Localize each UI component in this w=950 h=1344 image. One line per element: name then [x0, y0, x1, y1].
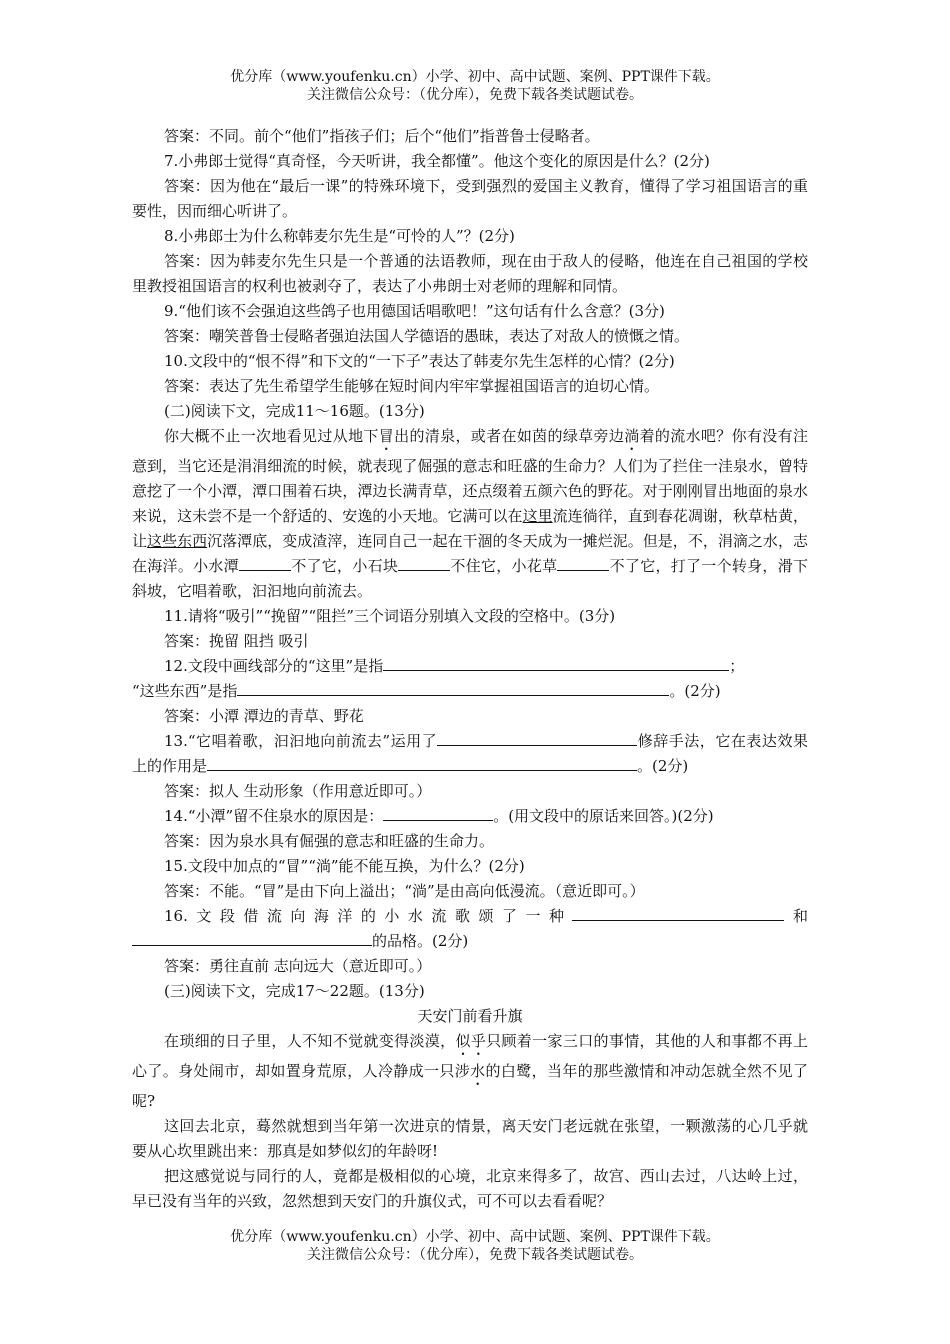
dotted-word-mao: 冒 [378, 427, 395, 445]
answer-14: 答案：因为泉水具有倔强的意志和旺盛的生命力。 [164, 832, 495, 850]
passage-2-text: 不了它，小石块 [290, 557, 399, 575]
answer-16: 答案：勇往直前 志向远大（意近即可。） [164, 957, 432, 975]
header-line-2: 关注微信公众号：（优分库），免费下载各类试题试卷。 [307, 87, 643, 103]
dotted-char-shui: 水 [470, 1062, 486, 1080]
answer-blank-13a[interactable] [437, 729, 637, 746]
answer-9: 答案：嘲笑普鲁士侵略者强迫法国人学德语的愚昧，表达了对敌人的愤慨之情。 [164, 327, 690, 345]
question-13 [132, 729, 808, 779]
footer-line-2: 关注微信公众号：（优分库），免费下载各类试题试卷。 [307, 1247, 643, 1263]
answer-blank-16b-cont[interactable] [308, 929, 372, 946]
answer-6: 答案：不同。前个“他们”指孩子们；后个“他们”指普鲁士侵略者。 [164, 127, 600, 145]
article-text: 只顾着一家三口的事情，其他的人和事都不再上心了。身处闹市，却如置身荒原，人冷静成一只涉 [132, 1032, 808, 1080]
passage-2-text: 不了它，打了一个转身，滑下斜坡，它唱着歌，汩汩地向前流去。 [132, 557, 808, 600]
question-16-text: 16.文段借流向海洋的小水流歌颂了一种 [164, 907, 573, 925]
answer-blank-12a[interactable] [383, 654, 729, 671]
passage-2-text: 流连徜徉，直到春花凋谢，秋草枯黄，让 [132, 507, 808, 550]
article-text: 在琐细的日子里，人不知不觉就变得淡漠， [164, 1032, 456, 1050]
page-header [0, 68, 950, 104]
question-14 [132, 804, 808, 829]
passage-2-text: 沉落潭底，变成渣滓，连同自己一起在干涸的冬天成为一摊烂泥。但是，不，涓滴之水，志在海洋。小水潭 [132, 532, 808, 575]
question-13-text: 。(2分) [637, 757, 689, 775]
article-paragraph-2: 这回去北京，蓦然就想到当年第一次进京的情景，离天安门老远就在张望，一颗激荡的心几乎就要从心坎里跳出来：那真是如梦似幻的年龄呀! [132, 1117, 808, 1160]
fill-blank-2[interactable] [398, 554, 450, 571]
question-16 [132, 904, 808, 954]
answer-7: 答案：因为他在“最后一课”的特殊环境下，受到强烈的爱国主义教育，懂得了学习祖国语言的重要性，因而细心听讲了。 [132, 177, 808, 220]
question-16-text: 和 [784, 907, 808, 925]
document-body [132, 124, 808, 1214]
underlined-zhexiedongxi: 这些东西 [147, 532, 208, 550]
passage-2-text: 不住它，小花草 [450, 557, 558, 575]
fill-blank-3[interactable] [557, 554, 609, 571]
question-12-text: ； [729, 657, 745, 675]
section-3-heading: (三)阅读下文，完成17～22题。(13分) [164, 982, 425, 1000]
page-footer [0, 1228, 950, 1264]
question-7: 7.小弗郎士觉得“真奇怪，今天听讲，我全都懂”。他这个变化的原因是什么？(2分) [164, 152, 710, 170]
answer-10: 答案：表达了先生希望学生能够在短时间内牢牢掌握祖国语言的迫切心情。 [164, 377, 660, 395]
underlined-zheli: 这里 [522, 507, 553, 525]
question-12-text: 。(2分) [669, 682, 721, 700]
answer-blank-13b[interactable] [207, 754, 637, 771]
answer-13: 答案：拟人 生动形象（作用意近即可。） [164, 782, 432, 800]
dotted-word-tang: 淌 [624, 427, 640, 445]
passage-2-text: 出的清泉，或者在如茵的绿草旁边 [394, 427, 625, 445]
question-13-text: 修辞手法，它在表达效果上的作用是 [132, 732, 808, 775]
answer-8: 答案：因为韩麦尔先生只是一个普通的法语教师，现在由于敌人的侵略，他连在自己祖国的学校里教授祖国语言的权利也被剥夺了，表达了小弗朗士对老师的理解和同情。 [132, 252, 808, 295]
answer-11: 答案：挽留 阻挡 吸引 [164, 632, 309, 650]
passage-2-text: 着的流水吧？你有没有注意到，当它还是涓涓细流的时候，就表现了倔强的意志和旺盛的生命力？人们为了拦住一洼泉水，曾特意挖了一个小潭，潭口围着石块，潭边长满青草，还点缀着五颜六色的野花。对于刚刚冒出地面的泉水来说，这未尝不是一个舒适的、安逸的小天地。它满可以在 [132, 427, 808, 525]
answer-blank-16a[interactable] [572, 904, 784, 921]
article-text: 的白鹭，当年的那些激情和冲动怎就全然不见了呢? [132, 1062, 808, 1110]
answer-blank-12b[interactable] [237, 679, 669, 696]
question-15: 15.文段中加点的“冒”“淌”能不能互换，为什么？(2分) [164, 857, 525, 875]
question-9: 9.“他们该不会强迫这些鸽子也用德国话唱歌吧！”这句话有什么含意？(3分) [164, 302, 665, 320]
question-12-text: 12.文段中画线部分的“这里”是指 [164, 657, 384, 675]
article-paragraph-3: 把这感觉说与同行的人，竟都是极相似的心境，北京来得多了，故宫、西山去过，八达岭上过，早已没有当年的兴致，忽然想到天安门的升旗仪式，可不可以去看看呢？ [132, 1167, 808, 1210]
question-12 [132, 654, 808, 679]
article-paragraph-1 [132, 1029, 808, 1114]
answer-blank-14[interactable] [383, 804, 493, 821]
footer-line-1: 优分库（www.youfenku.cn）小学、初中、高中试题、案例、PPT课件下载。 [230, 1229, 720, 1245]
answer-12: 答案：小潭 潭边的青草、野花 [164, 707, 364, 725]
article-title: 天安门前看升旗 [417, 1007, 523, 1025]
question-11: 11.请将“吸引”“挽留”“阻拦”三个词语分别填入文段的空格中。(3分) [164, 607, 616, 625]
passage-2 [132, 424, 808, 604]
dotted-char-si: 似 [455, 1032, 471, 1050]
question-10: 10.文段中的“恨不得”和下文的“一下子”表达了韩麦尔先生怎样的心情？(2分) [164, 352, 675, 370]
question-14-text: 。(用文段中的原话来回答。)(2分) [493, 807, 714, 825]
question-8: 8.小弗郎士为什么称韩麦尔先生是“可怜的人”？(2分) [164, 227, 515, 245]
answer-15: 答案：不能。“冒”是由下向上溢出；“淌”是由高向低漫流。（意近即可。） [164, 882, 645, 900]
header-line-1: 优分库（www.youfenku.cn）小学、初中、高中试题、案例、PPT课件下载。 [230, 69, 720, 85]
question-13-text: 13.“它唱着歌，汩汩地向前流去”运用了 [164, 732, 438, 750]
question-14-text: 14.“小潭”留不住泉水的原因是： [164, 807, 384, 825]
dotted-char-hu: 乎 [470, 1032, 487, 1050]
fill-blank-1[interactable] [239, 554, 291, 571]
answer-blank-16b[interactable] [132, 929, 308, 946]
question-12-cont [132, 679, 808, 704]
passage-2-text: 你大概不止一次地看见过从地下 [164, 427, 379, 445]
question-16-text: 的品格。(2分) [372, 932, 469, 950]
section-2-heading: (二)阅读下文，完成11～16题。(13分) [164, 402, 425, 420]
question-12-text: “这些东西”是指 [132, 682, 238, 700]
